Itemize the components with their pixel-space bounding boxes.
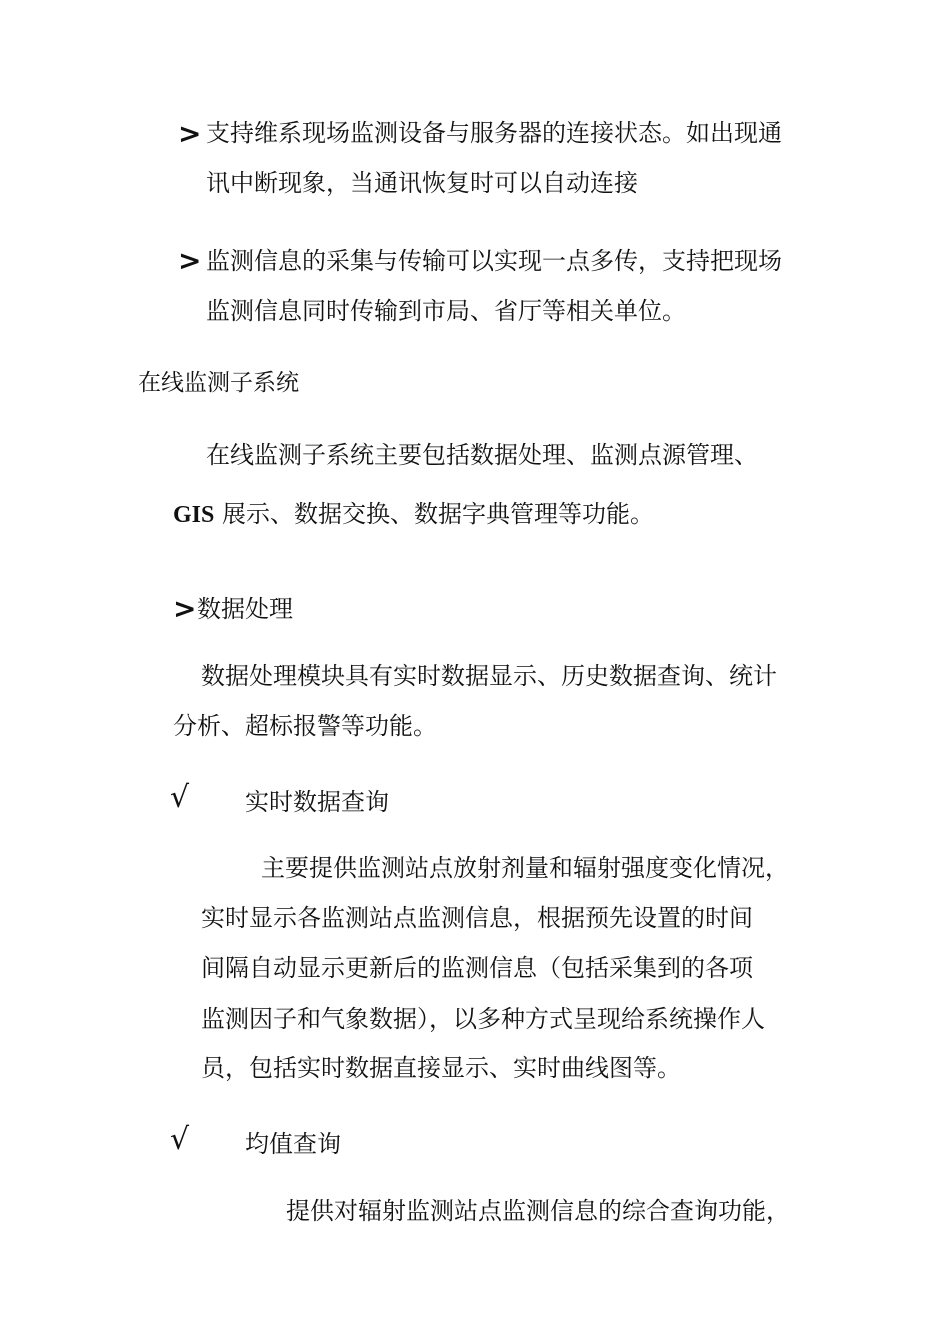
- realtime-desc-line-5: 员，包括实时数据直接显示、实时曲线图等。: [201, 1054, 681, 1082]
- section-heading: 在线监测子系统: [138, 370, 299, 396]
- arrow-bullet-icon: >: [173, 592, 197, 625]
- bullet-item-2-line-2: 监测信息同时传输到市局、省厅等相关单位。: [206, 297, 686, 325]
- arrow-bullet-icon: >: [178, 117, 202, 150]
- arrow-bullet-icon: >: [178, 244, 202, 277]
- realtime-query-title: 实时数据查询: [245, 788, 389, 816]
- subsection-title: 数据处理: [197, 595, 293, 623]
- section-intro-line-2: [173, 489, 654, 540]
- realtime-desc-line-2: 实时显示各监测站点监测信息，根据预先设置的时间: [201, 904, 753, 932]
- bullet-item-2-line-1: 监测信息的采集与传输可以实现一点多传，支持把现场: [206, 247, 782, 275]
- checkmark-icon: √: [170, 780, 190, 815]
- subsection-desc-line-2: 分析、超标报警等功能。: [173, 712, 437, 740]
- gis-abbreviation: GIS: [173, 502, 215, 528]
- realtime-desc-line-4: 监测因子和气象数据），以多种方式呈现给系统操作人: [201, 1005, 765, 1033]
- average-query-title: 均值查询: [245, 1130, 341, 1158]
- subsection-desc-line-1: 数据处理模块具有实时数据显示、历史数据查询、统计: [201, 662, 777, 690]
- average-desc-line-1: 提供对辐射监测站点监测信息的综合查询功能，: [286, 1197, 790, 1225]
- section-intro-line-1: 在线监测子系统主要包括数据处理、监测点源管理、: [206, 441, 758, 469]
- checkmark-icon: √: [170, 1122, 190, 1157]
- section-intro-line-2-text: 展示、数据交换、数据字典管理等功能。: [214, 500, 654, 528]
- realtime-desc-line-1: 主要提供监测站点放射剂量和辐射强度变化情况，: [261, 854, 789, 882]
- bullet-item-1-line-1: 支持维系现场监测设备与服务器的连接状态。如出现通: [206, 119, 782, 147]
- bullet-item-1-line-2: 讯中断现象，当通讯恢复时可以自动连接: [206, 169, 638, 197]
- realtime-desc-line-3: 间隔自动显示更新后的监测信息（包括采集到的各项: [201, 954, 753, 982]
